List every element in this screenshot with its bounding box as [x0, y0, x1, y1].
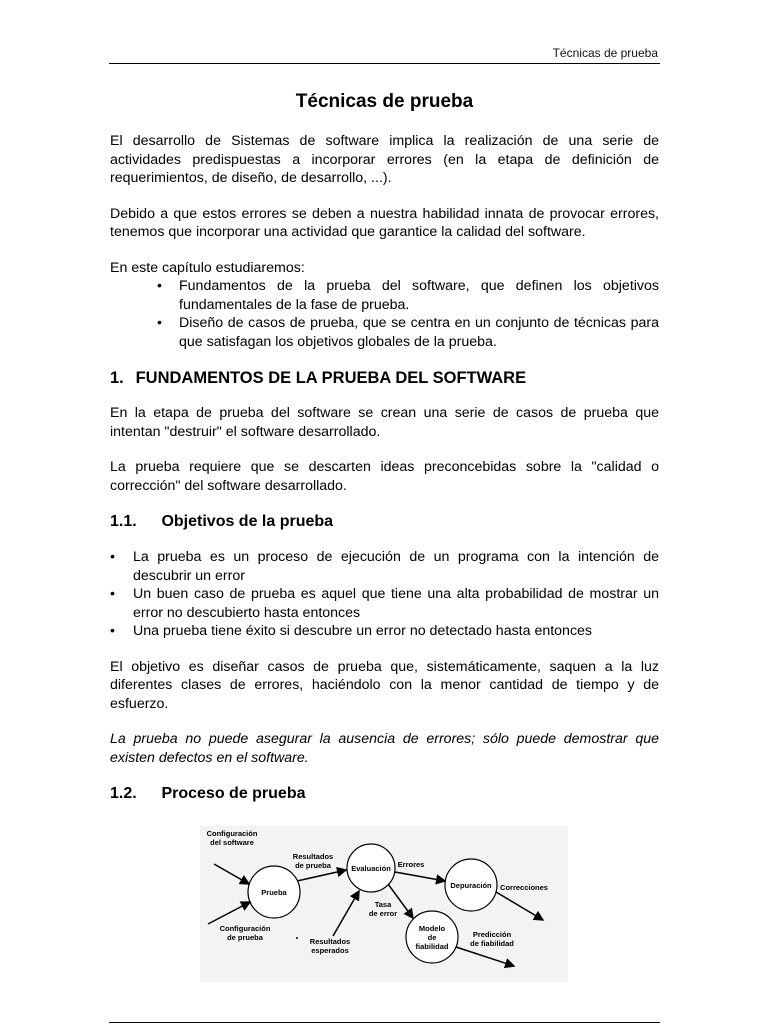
node-label-evaluacion: Evaluación	[351, 864, 391, 873]
arrow-prediccion	[456, 947, 514, 966]
document-body	[110, 90, 659, 820]
bullet-icon: •	[110, 586, 115, 602]
stray-dot	[296, 937, 298, 939]
bullet-icon: •	[110, 549, 115, 565]
label-config-prueba-2: de prueba	[227, 933, 263, 942]
node-label-modelo: Modelo	[418, 924, 446, 933]
label-config-software-1: Configuración	[206, 829, 258, 838]
header-rule	[109, 63, 660, 64]
process-diagram-svg	[200, 826, 568, 982]
list-item: • Un buen caso de prueba es aquel que tiene una alta probabilidad de mostrar un error no descubierto hasta entonces	[110, 586, 659, 621]
list-item: • Una prueba tiene éxito si descubre un error no detectado hasta entonces	[110, 623, 593, 639]
test-process-diagram	[200, 826, 568, 982]
label-prediccion-1: Predicción	[472, 930, 512, 939]
section-title: FUNDAMENTOS DE LA PRUEBA DEL SOFTWARE	[135, 369, 527, 387]
objectives-paragraph: El objetivo es diseñar casos de prueba que, sistemáticamente, saquen a la luz diferentes clases de errores, haciéndolo con la menor cantidad de tiempo y de esfuerzo.	[110, 658, 659, 712]
label-resultados-esperados-1: Resultados	[309, 937, 351, 946]
label-de-error: de error	[368, 909, 398, 918]
subsection-heading-1-2	[110, 784, 659, 804]
subsection-title: Objetivos de la prueba	[161, 513, 334, 530]
bullet-icon: •	[157, 315, 162, 331]
node-label-depuracion: Depuración	[450, 881, 492, 890]
footer-rule	[109, 1022, 660, 1023]
bullet-icon: •	[110, 623, 115, 639]
document-title: Técnicas de prueba	[295, 91, 474, 112]
subsection-heading-1-1	[110, 512, 659, 532]
intro-paragraph-3: En este capítulo estudiaremos:	[110, 259, 305, 276]
arrow-errores	[395, 872, 445, 881]
running-header: Técnicas de prueba	[552, 46, 658, 60]
intro-paragraph-2: Debido a que estos errores se deben a nuestra habilidad innata de provocar errores, tenemos que incorporar una actividad que garantice la calidad del software.	[110, 205, 659, 240]
arrow-resultados-prueba	[297, 870, 346, 881]
arrow-resultados-esperados	[333, 891, 359, 936]
subsection-number: 1.2.	[110, 785, 137, 802]
subsection-title: Proceso de prueba	[161, 785, 306, 802]
bullet-icon: •	[157, 278, 162, 294]
label-config-software-2: del software	[210, 838, 254, 847]
objectives-bullet-list	[110, 548, 659, 641]
section1-paragraph-1: En la etapa de prueba del software se crean una serie de casos de prueba que intentan "destruir" el software desarrollado.	[110, 405, 659, 440]
intro-paragraph-1: El desarrollo de Sistemas de software implica la realización de una serie de actividades predispuestas a incorporar errores (en la etapa de definición de requerimientos, de diseño, de desarrollo, ...).	[110, 133, 659, 186]
label-resultados-prueba-2: de prueba	[295, 861, 331, 870]
list-item: • La prueba es un proceso de ejecución de un programa con la intención de descubrir un error	[110, 549, 659, 584]
intro-bullet-list	[110, 277, 659, 351]
list-item: • Fundamentos de la prueba del software, que definen los objetivos fundamentales de la fase de prueba.	[157, 278, 659, 313]
section1-paragraph-2: La prueba requiere que se descarten ideas preconcebidas sobre la "calidad o corrección" del software desarrollado.	[110, 459, 659, 494]
subsection-number: 1.1.	[110, 513, 137, 530]
node-label-prueba: Prueba	[261, 888, 287, 897]
node-label-de: de	[427, 933, 437, 942]
label-resultados-prueba-1: Resultados	[292, 852, 334, 861]
arrow-config-prueba	[208, 902, 250, 924]
label-tasa: Tasa	[374, 900, 392, 909]
section-heading-1	[110, 368, 659, 388]
arrow-correcciones	[496, 892, 543, 920]
node-label-fiabilidad: fiabilidad	[415, 942, 449, 951]
objectives-italic-note: La prueba no puede asegurar la ausencia de errores; sólo puede demostrar que existen defectos en el software.	[110, 731, 659, 766]
section-number: 1.	[110, 369, 124, 387]
label-config-prueba-1: Configuración	[219, 924, 271, 933]
label-prediccion-2: de fiabilidad	[470, 939, 514, 948]
list-item: • Diseño de casos de prueba, que se centra en un conjunto de técnicas para que satisfagan los objetivos globales de la prueba.	[157, 315, 659, 350]
label-correcciones: Correcciones	[500, 883, 548, 892]
arrow-config-software	[214, 864, 249, 884]
label-resultados-esperados-2: esperados	[311, 946, 349, 955]
label-errores: Errores	[397, 860, 425, 869]
